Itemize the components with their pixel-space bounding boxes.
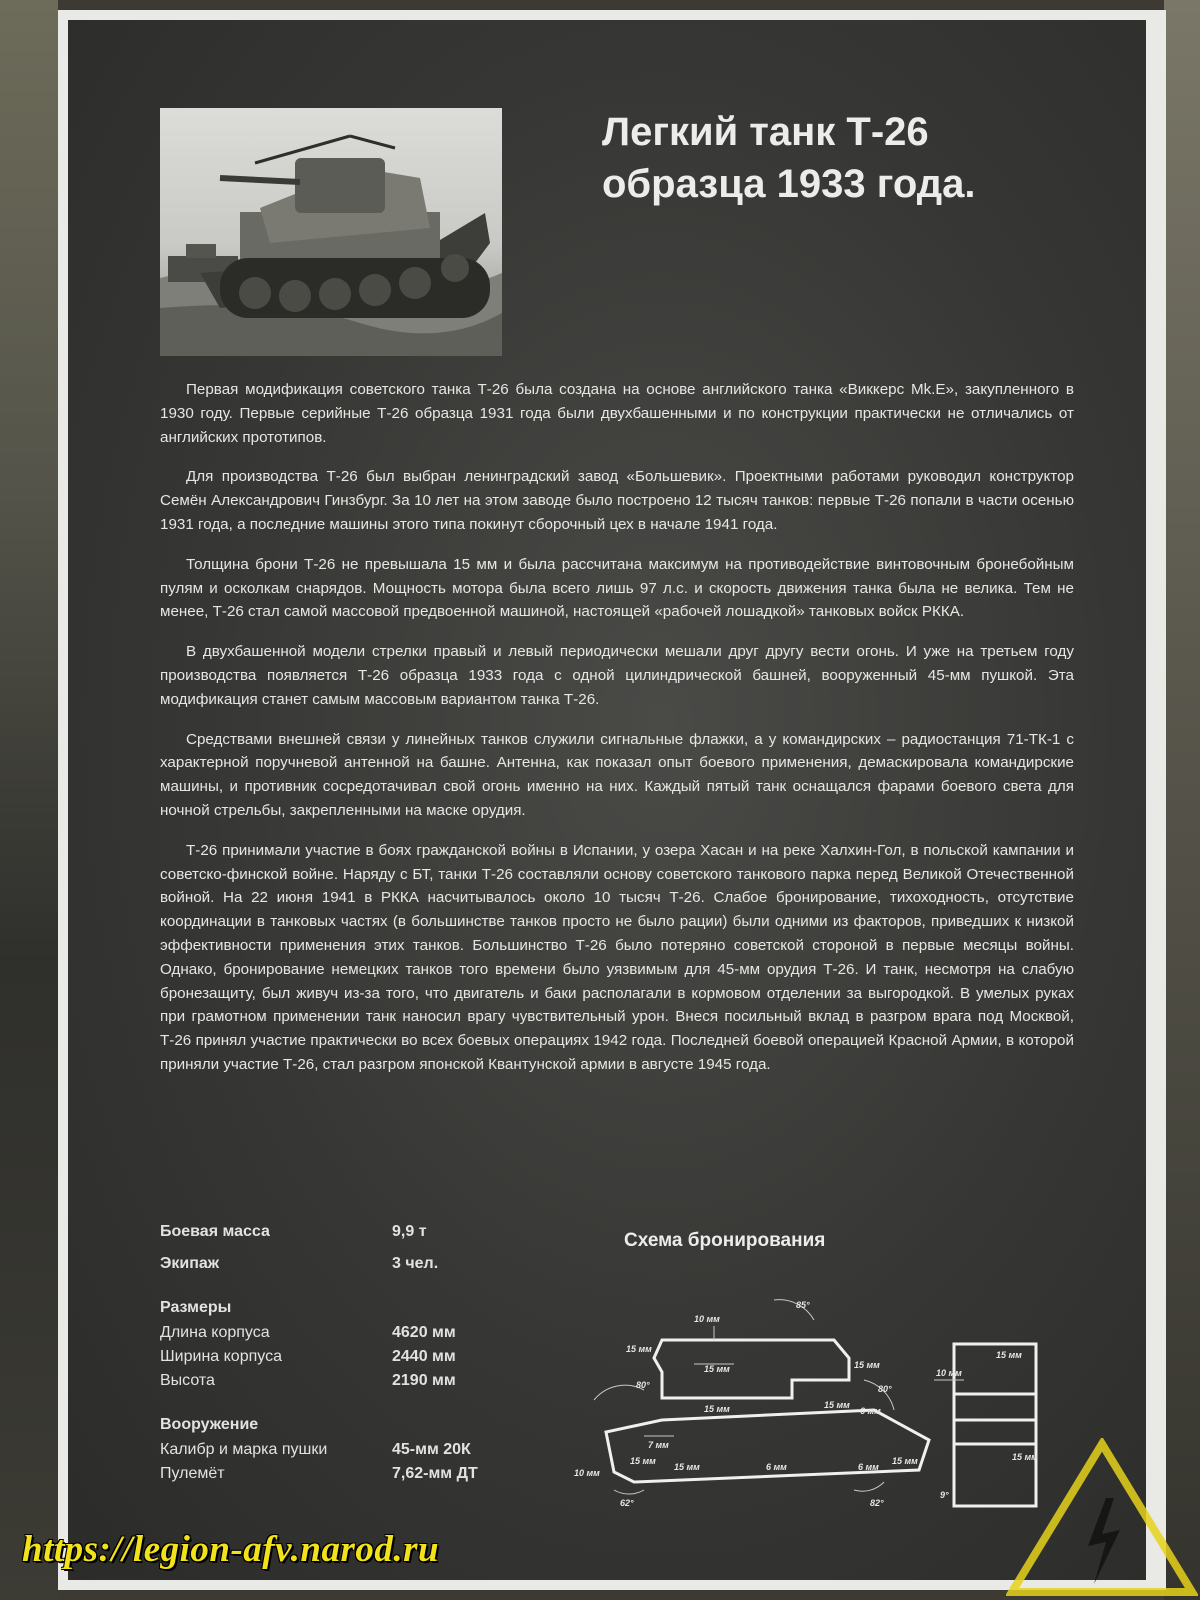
spec-label: Калибр и марка пушки (160, 1441, 328, 1458)
spec-label: Экипаж (160, 1255, 220, 1272)
scheme-label: 10 мм (574, 1468, 600, 1478)
info-board (58, 10, 1166, 1590)
scheme-label: 15 мм (1012, 1452, 1038, 1462)
scheme-label: 80° (878, 1384, 892, 1394)
tank-photo-image (160, 108, 502, 356)
scheme-label: 15 мм (824, 1400, 850, 1410)
page-title (602, 106, 1122, 210)
spec-row-crew (160, 1255, 520, 1299)
spec-row-length (160, 1324, 520, 1348)
spec-row-mg (160, 1465, 520, 1489)
paragraph: Толщина брони Т-26 не превышала 15 мм и была рассчитана максимум на противодействие винтовочным бронебойным пулям и осколкам снарядов. Мощность мотора была всего лишь 97 л.с. и скорость движения танка была не велика. Тем не менее, Т-26 стал самой массовой предвоенной машиной, настоящей «рабочей лошадкой» танковых войск РККА. (160, 555, 1074, 621)
spec-heading-armament (160, 1416, 520, 1441)
armor-scheme-title: Схема бронирования (624, 1230, 826, 1251)
spec-row-height (160, 1372, 520, 1416)
scheme-label: 15 мм (630, 1456, 656, 1466)
spec-row-width (160, 1348, 520, 1372)
front-view-turret (954, 1344, 1036, 1394)
scheme-label: 62° (620, 1498, 634, 1508)
scheme-label: 15 мм (996, 1350, 1022, 1360)
spec-value: 2190 мм (392, 1372, 456, 1389)
spec-row-gun (160, 1441, 520, 1465)
spec-label: Высота (160, 1372, 215, 1389)
paragraph: В двухбашенной модели стрелки правый и левый периодически мешали друг другу вести огонь. И уже на третьем году производства появляется Т-26 образца 1933 года с одной цилиндрической башней, вооруженный 45-мм пушкой. Эта модификация станет самым массовым вариантом танка Т-26. (160, 643, 1074, 708)
scheme-label: 15 мм (626, 1344, 652, 1354)
title-line-1: Легкий танк Т-26 (602, 110, 929, 154)
paragraph: Средствами внешней связи у линейных танков служили сигнальные флажки, а у командирских – радиостанция 71-ТК-1 с характерной поручневой антенной на башне. Антенна, как показал опыт боевого применения, демаскировала командирские машины, и противник сосредотачивал свой огонь именно на них. Каждый пятый танк оснащался фарами боевого света для ночной стрельбы, закрепленными на маске орудия. (160, 730, 1074, 819)
spec-label: Боевая масса (160, 1223, 270, 1240)
scheme-label: 15 мм (704, 1404, 730, 1414)
scheme-label: 82° (870, 1498, 884, 1508)
scheme-label: 10 мм (694, 1314, 720, 1324)
scheme-label: 85° (796, 1300, 810, 1310)
info-plate (68, 20, 1146, 1580)
scheme-label: 9° (940, 1490, 949, 1500)
background-right (1164, 0, 1200, 1600)
spec-value: 4620 мм (392, 1324, 456, 1341)
specs-table (160, 1223, 520, 1489)
spec-label: Ширина корпуса (160, 1348, 282, 1365)
spec-heading-dimensions (160, 1299, 520, 1324)
scheme-label: 80° (636, 1380, 650, 1390)
scheme-label: 15 мм (854, 1360, 880, 1370)
scheme-label: 10 мм (936, 1368, 962, 1378)
warning-logo-icon (1006, 1438, 1198, 1598)
body-text (160, 378, 1074, 1093)
spec-label: Длина корпуса (160, 1324, 270, 1341)
scheme-label: 6 мм (860, 1406, 881, 1416)
title-line-2: образца 1933 года. (602, 162, 976, 206)
scheme-label: 6 мм (766, 1462, 787, 1472)
spec-row-mass (160, 1223, 520, 1255)
spec-value: 2440 мм (392, 1348, 456, 1365)
spec-heading: Вооружение (160, 1416, 259, 1433)
spec-value: 9,9 т (392, 1223, 427, 1240)
spec-heading: Размеры (160, 1299, 232, 1316)
scheme-label: 7 мм (648, 1440, 669, 1450)
scheme-label: 15 мм (674, 1462, 700, 1472)
paragraph: Для производства Т-26 был выбран ленинградский завод «Большевик». Проектными работами руководил конструктор Семён Александрович Гинзбург. За 10 лет на этом заводе было построено 12 тысяч танков: первые Т-26 попали в части осенью 1931 года, а последние машины этого типа покинут сборочный цех в начале 1941 года. (160, 468, 1074, 533)
spec-value: 7,62-мм ДТ (392, 1465, 478, 1482)
tank-photo (160, 108, 502, 356)
scheme-label: 15 мм (892, 1456, 918, 1466)
paragraph: Т-26 принимали участие в боях гражданской войны в Испании, у озера Хасан и на реке Халхин-Гол, в польской кампании и советско-финской войне. Наряду с БТ, танки Т-26 составляли основу советского танкового парка перед Великой Отечественной войной. На 22 июня 1941 в РККА насчитывалось около 10 тысяч Т-26. Слабое бронирование, тихоходность, отсутствие координации в танковых частях (в большинстве танков просто не было рации) были одними из факторов, приведших к низкой эффективности применения этих танков. Большинство Т-26 было потеряно советской стороной в первые месяцы войны. Однако, бронирование немецких танков того времени было уязвимым для 45-мм орудия Т-26. И танк, несмотря на слабую бронезащиту, был живуч из-за того, что двигатель и баки располагали в кормовом отделении за выгородкой. В умелых руках при грамотном применении танк наносил врагу чувствительный урон. Внеся посильный вклад в разгром врага под Москвой, Т-26 принял участие практически во всех боевых операциях 1942 года. Последней боевой операцией Красной Армии, в которой приняли участие Т-26, стал разгром японской Квантунской армии в августе 1945 года. (160, 841, 1074, 1073)
spec-value: 3 чел. (392, 1255, 439, 1272)
turret-outline (654, 1340, 849, 1398)
scheme-label: 6 мм (858, 1462, 879, 1472)
paragraph: Первая модификация советского танка Т-26 была создана на основе английского танка «Виккерс Mk.E», закупленного в 1930 году. Первые серийные Т-26 образца 1931 года были двухбашенными и по конструкции практически не отличались от английских прототипов. (160, 381, 1074, 446)
spec-value: 45-мм 20К (392, 1441, 471, 1458)
watermark-url: https://legion-afv.narod.ru (22, 1529, 440, 1570)
background-left (0, 0, 58, 1600)
armor-scheme-diagram (534, 1260, 1064, 1510)
scheme-label: 15 мм (704, 1364, 730, 1374)
spec-label: Пулемёт (160, 1465, 225, 1482)
